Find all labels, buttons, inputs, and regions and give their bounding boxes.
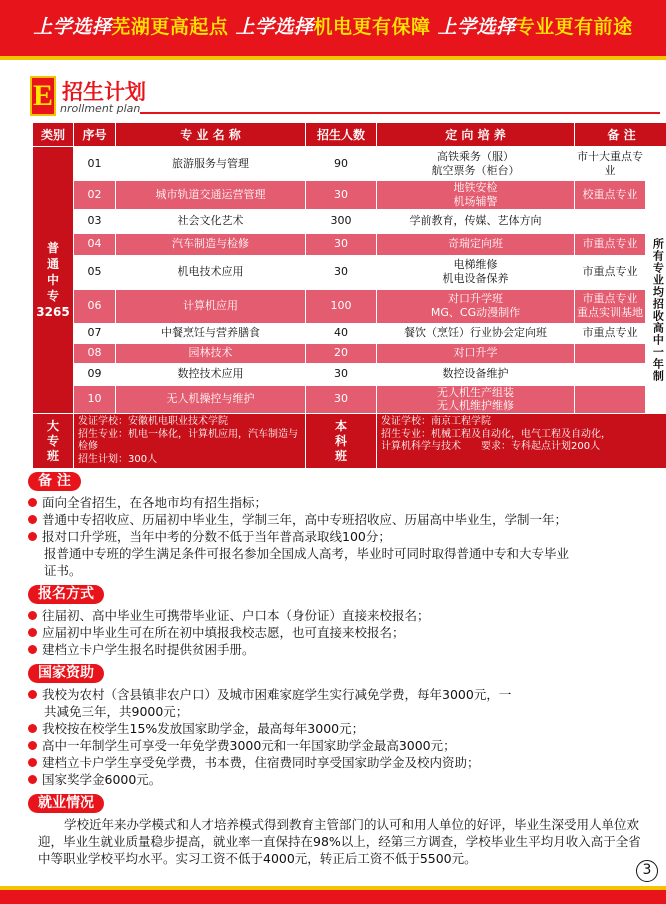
table-row: [33, 289, 666, 323]
baoming-title: 报名方式: [28, 585, 104, 604]
remark-line: 市重点专业: [582, 237, 638, 251]
table-row: [33, 209, 666, 233]
cell-number: 10: [74, 385, 116, 414]
benke-label: [306, 414, 377, 469]
cell-count: 30: [306, 385, 377, 414]
bottom-banner: [0, 890, 666, 904]
header-major: 专 业 名 称: [116, 123, 306, 147]
section-letter: E: [30, 76, 56, 116]
section-title: 招生计划: [62, 80, 146, 104]
page-number: 3: [636, 860, 658, 882]
section-subtitle: nrollment plan: [60, 102, 141, 115]
direction-line: 对口升学班: [448, 292, 503, 306]
direction-line: 奇瑞定向班: [448, 237, 503, 251]
dazhuan-line: 招生计划：300人: [78, 453, 158, 465]
header-number: 序号: [74, 123, 116, 147]
top-stripe: [0, 56, 666, 60]
direction-line: 餐饮（烹饪）行业协会定向班: [404, 326, 547, 340]
cell-major: 园林技术: [116, 343, 306, 363]
cell-count: 40: [306, 323, 377, 343]
remark-line: 重点实训基地: [577, 306, 643, 319]
direction-line: 无人机生产组装: [437, 385, 514, 399]
zizhu-title: 国家资助: [28, 664, 104, 683]
slogan-hl-1: 芜湖更高起点: [111, 16, 229, 38]
cell-remark: [575, 233, 646, 255]
cell-direction: [377, 147, 575, 181]
direction-line: 电梯维修: [453, 258, 498, 272]
direction-line: 数控设备维护: [442, 367, 509, 381]
list-item: 往届初、高中毕业生可携带毕业证、户口本（身份证）直接来校报名；: [28, 607, 644, 624]
list-continuation: 共减免三年，共9000元；: [44, 704, 189, 719]
table-row: [33, 363, 666, 385]
cell-direction: [377, 385, 575, 414]
direction-line: 对口升学: [453, 346, 498, 360]
cell-number: 06: [74, 289, 116, 323]
cell-direction: [377, 255, 575, 289]
cell-major: 计算机应用: [116, 289, 306, 323]
cell-remark: [575, 289, 646, 323]
cell-remark: [575, 323, 646, 343]
table-row: [33, 255, 666, 289]
direction-line: 无人机维护维修: [437, 399, 514, 413]
dazhuan-info: [74, 414, 306, 469]
slogan-hl-3: 专业更有前途: [515, 16, 633, 38]
cell-count: 300: [306, 209, 377, 233]
cell-number: 04: [74, 233, 116, 255]
cell-count: 100: [306, 289, 377, 323]
cell-count: 30: [306, 181, 377, 210]
cell-direction: [377, 233, 575, 255]
cell-number: 09: [74, 363, 116, 385]
category-char: 3265: [36, 305, 70, 320]
category-cell: [33, 147, 74, 414]
cell-major: 机电技术应用: [116, 255, 306, 289]
table-row: [33, 323, 666, 343]
cell-major: 城市轨道交通运营管理: [116, 181, 306, 210]
beizhu-section: [28, 470, 644, 579]
program-band: [33, 414, 666, 469]
table-row: [33, 343, 666, 363]
table-row: [33, 385, 666, 414]
cell-count: 30: [306, 255, 377, 289]
cell-remark: [575, 343, 646, 363]
cell-count: 90: [306, 147, 377, 181]
cell-count: 20: [306, 343, 377, 363]
category-char: 普: [46, 240, 59, 255]
list-item: 国家奖学金6000元。: [28, 771, 644, 788]
slogan-pre-2: 上学选择: [235, 16, 314, 38]
dazhuan-label-char: 大: [46, 418, 59, 433]
cell-major: 中餐烹饪与营养膳食: [116, 323, 306, 343]
category-char: 专: [46, 289, 59, 304]
benke-line: 发证学校：南京工程学院: [381, 416, 491, 427]
header-count: 招生人数: [306, 123, 377, 147]
benke-line: 计算机科学与技术 要求：专科起点计划200人: [381, 441, 601, 452]
category-char: 通: [46, 256, 59, 271]
cell-count: 30: [306, 363, 377, 385]
table-row: [33, 233, 666, 255]
list-item: 我校按在校学生15%发放国家助学金，最高每年3000元；: [28, 720, 644, 737]
cell-major: 汽车制造与检修: [116, 233, 306, 255]
baoming-section: [28, 583, 644, 658]
list-continuation: 报普通中专班的学生满足条件可报名参加全国成人高考，毕业时可同时取得普通中专和大专毕业: [44, 546, 570, 561]
cell-direction: [377, 289, 575, 323]
cell-direction: [377, 209, 575, 233]
slogan-hl-2: 机电更有保障: [313, 16, 431, 38]
cell-major: 无人机操控与维护: [116, 385, 306, 414]
header-direction: 定 向 培 养: [377, 123, 575, 147]
benke-line: 招生专业：机械工程及自动化，电气工程及自动化，: [381, 428, 611, 440]
side-note: 所有专业均招收高中一年制: [646, 147, 666, 414]
list-item: 我校为农村（含县镇非农户口）及城市困难家庭学生实行减免学费，每年3000元，一: [28, 686, 644, 703]
direction-line: 地铁安检: [453, 181, 498, 194]
remark-line: 市重点专业: [582, 265, 638, 279]
direction-line: 学前教育，传媒、艺体方向: [409, 214, 542, 228]
cell-number: 01: [74, 147, 116, 181]
cell-remark: [575, 181, 646, 210]
direction-line: MG、CG动漫制作: [430, 306, 521, 319]
direction-line: 机电设备保养: [442, 272, 509, 285]
cell-direction: [377, 363, 575, 385]
remark-line: 市十大重点专业: [577, 149, 643, 177]
cell-major: 旅游服务与管理: [116, 147, 306, 181]
table-row: [33, 181, 666, 210]
cell-number: 07: [74, 323, 116, 343]
cell-remark: [575, 255, 646, 289]
category-char: 中: [46, 272, 59, 287]
cell-major: 社会文化艺术: [116, 209, 306, 233]
list-item: 应届初中毕业生可在所在初中填报我校志愿，也可直接来校报名；: [28, 624, 644, 641]
cell-number: 08: [74, 343, 116, 363]
cell-remark: [575, 147, 646, 181]
cell-number: 03: [74, 209, 116, 233]
slogan-pre-1: 上学选择: [33, 16, 112, 38]
list-item: 普通中专招收应、历届初中毕业生，学制三年，高中专班招收应、历届高中毕业生，学制一年；: [28, 511, 644, 528]
cell-remark: [575, 209, 646, 233]
table-header-row: [33, 123, 666, 147]
list-item: 高中一年制学生可享受一年免学费3000元和一年国家助学金最高3000元；: [28, 737, 644, 754]
dazhuan-label-char: 专: [46, 433, 59, 448]
table-row: [33, 147, 666, 181]
cell-count: 30: [306, 233, 377, 255]
header-category: 类别: [33, 123, 74, 147]
enrollment-table: [32, 122, 666, 469]
remark-line: 市重点专业: [582, 292, 638, 306]
list-item: 建档立卡户学生报名时提供贫困手册。: [28, 641, 644, 658]
dazhuan-label-char: 班: [46, 448, 59, 463]
direction-line: 高铁乘务（服）: [437, 149, 514, 163]
list-item: 建档立卡户学生享受免学费，书本费，住宿费同时享受国家助学金及校内资助；: [28, 754, 644, 771]
direction-line: 航空票务（柜台）: [431, 163, 520, 177]
section-rule: [140, 112, 660, 114]
jiuye-title: 就业情况: [28, 794, 104, 813]
cell-remark: [575, 363, 646, 385]
zizhu-section: [28, 662, 644, 788]
beizhu-title: 备 注: [28, 472, 81, 491]
cell-direction: [377, 343, 575, 363]
slogan-pre-3: 上学选择: [437, 16, 516, 38]
remark-line: 校重点专业: [582, 187, 638, 201]
remark-line: 市重点专业: [582, 326, 638, 340]
jiuye-paragraph: 学校近年来办学模式和人才培养模式得到教育主管部门的认可和用人单位的好评，毕业生深受用人单位欢迎，毕业生就业质量稳步提高，就业率一直保持在98%以上，经第三方调查，学校毕业生平均月收入高于全省中等职业学校平均水平。实习工资不低于4000元，转正后工资不低于5500元。: [38, 817, 641, 866]
dazhuan-line: 招生专业：机电一体化，计算机应用，汽车制造与检修: [78, 428, 298, 452]
cell-number: 05: [74, 255, 116, 289]
cell-direction: [377, 323, 575, 343]
cell-direction: [377, 181, 575, 210]
header-remark: 备 注: [575, 123, 666, 147]
cell-major: 数控技术应用: [116, 363, 306, 385]
benke-label-char: 本: [334, 418, 347, 433]
banner-slogan: [0, 12, 666, 39]
dazhuan-line: 发证学校：安徽机电职业技术学院: [78, 416, 228, 427]
direction-line: 机场辅警: [453, 194, 498, 208]
notes-area: [28, 470, 644, 867]
benke-info: [377, 414, 666, 469]
list-continuation: 证书。: [44, 563, 82, 578]
list-item: 报对口升学班，当年中考的分数不低于当年普高录取线100分；: [28, 528, 644, 545]
benke-label-char: 班: [334, 448, 347, 463]
cell-number: 02: [74, 181, 116, 210]
list-item: 面向全省招生，在各地市均有招生指标；: [28, 494, 644, 511]
jiuye-section: [28, 792, 644, 867]
dazhuan-label: [33, 414, 74, 469]
cell-remark: [575, 385, 646, 414]
benke-label-char: 科: [334, 433, 347, 448]
